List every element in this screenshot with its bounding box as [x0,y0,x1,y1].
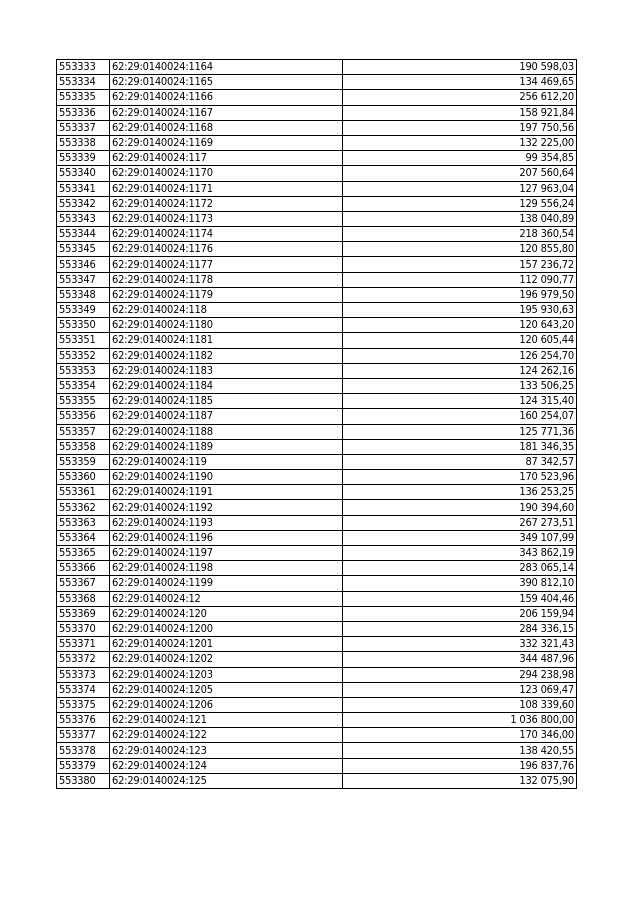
value-cell: 349 107,99 [343,530,577,545]
cadastral-number-cell: 62:29:0140024:1171 [110,181,343,196]
table-row [57,743,577,758]
value-cell: 132 075,90 [343,773,577,788]
row-id-cell: 553346 [57,257,110,272]
row-id-cell: 553360 [57,470,110,485]
cadastral-number-cell: 62:29:0140024:124 [110,758,343,773]
value-cell: 120 855,80 [343,242,577,257]
cadastral-number-cell: 62:29:0140024:1192 [110,500,343,515]
cadastral-number-cell: 62:29:0140024:1185 [110,394,343,409]
table-row [57,697,577,712]
cadastral-number-cell: 62:29:0140024:1174 [110,227,343,242]
value-cell: 124 262,16 [343,363,577,378]
value-cell: 294 238,98 [343,667,577,682]
row-id-cell: 553363 [57,515,110,530]
value-cell: 160 254,07 [343,409,577,424]
cadastral-number-cell: 62:29:0140024:1203 [110,667,343,682]
cadastral-number-cell: 62:29:0140024:1201 [110,637,343,652]
table-row [57,773,577,788]
row-id-cell: 553341 [57,181,110,196]
value-cell: 138 040,89 [343,211,577,226]
row-id-cell: 553347 [57,272,110,287]
value-cell: 132 225,00 [343,135,577,150]
cadastral-number-cell: 62:29:0140024:1166 [110,90,343,105]
cadastral-number-cell: 62:29:0140024:1181 [110,333,343,348]
value-cell: 195 930,63 [343,303,577,318]
table-row [57,591,577,606]
table-row [57,272,577,287]
cadastral-number-cell: 62:29:0140024:1170 [110,166,343,181]
value-cell: 108 339,60 [343,697,577,712]
row-id-cell: 553344 [57,227,110,242]
row-id-cell: 553370 [57,621,110,636]
cadastral-number-cell: 62:29:0140024:1176 [110,242,343,257]
row-id-cell: 553352 [57,348,110,363]
table-row [57,75,577,90]
cadastral-number-cell: 62:29:0140024:1172 [110,196,343,211]
table-row [57,181,577,196]
cadastral-number-cell: 62:29:0140024:1168 [110,120,343,135]
value-cell: 390 812,10 [343,576,577,591]
value-cell: 124 315,40 [343,394,577,409]
value-cell: 87 342,57 [343,454,577,469]
cadastral-number-cell: 62:29:0140024:1177 [110,257,343,272]
cadastral-number-cell: 62:29:0140024:121 [110,713,343,728]
cadastral-number-cell: 62:29:0140024:1200 [110,621,343,636]
row-id-cell: 553339 [57,151,110,166]
cadastral-number-cell: 62:29:0140024:122 [110,728,343,743]
row-id-cell: 553372 [57,652,110,667]
value-cell: 157 236,72 [343,257,577,272]
value-cell: 126 254,70 [343,348,577,363]
cadastral-number-cell: 62:29:0140024:1191 [110,485,343,500]
row-id-cell: 553348 [57,287,110,302]
table-row [57,576,577,591]
table-row [57,424,577,439]
cadastral-number-cell: 62:29:0140024:12 [110,591,343,606]
cadastral-number-cell: 62:29:0140024:1205 [110,682,343,697]
row-id-cell: 553368 [57,591,110,606]
table-row [57,211,577,226]
cadastral-number-cell: 62:29:0140024:123 [110,743,343,758]
row-id-cell: 553345 [57,242,110,257]
table-row [57,485,577,500]
cadastral-number-cell: 62:29:0140024:1178 [110,272,343,287]
cadastral-number-cell: 62:29:0140024:125 [110,773,343,788]
row-id-cell: 553371 [57,637,110,652]
table-body [57,60,577,789]
row-id-cell: 553333 [57,60,110,75]
value-cell: 123 069,47 [343,682,577,697]
table-row [57,303,577,318]
row-id-cell: 553378 [57,743,110,758]
row-id-cell: 553361 [57,485,110,500]
value-cell: 120 643,20 [343,318,577,333]
row-id-cell: 553365 [57,546,110,561]
table-row [57,637,577,652]
value-cell: 125 771,36 [343,424,577,439]
value-cell: 112 090,77 [343,272,577,287]
value-cell: 283 065,14 [343,561,577,576]
row-id-cell: 553354 [57,378,110,393]
table-row [57,454,577,469]
row-id-cell: 553373 [57,667,110,682]
row-id-cell: 553343 [57,211,110,226]
row-id-cell: 553334 [57,75,110,90]
cadastral-number-cell: 62:29:0140024:1206 [110,697,343,712]
row-id-cell: 553377 [57,728,110,743]
value-cell: 127 963,04 [343,181,577,196]
row-id-cell: 553376 [57,713,110,728]
value-cell: 181 346,35 [343,439,577,454]
cadastral-number-cell: 62:29:0140024:1183 [110,363,343,378]
cadastral-number-cell: 62:29:0140024:1188 [110,424,343,439]
table-row [57,758,577,773]
table-row [57,515,577,530]
value-cell: 159 404,46 [343,591,577,606]
table-row [57,196,577,211]
value-cell: 129 556,24 [343,196,577,211]
table-row [57,470,577,485]
row-id-cell: 553353 [57,363,110,378]
row-id-cell: 553359 [57,454,110,469]
cadastral-number-cell: 62:29:0140024:1182 [110,348,343,363]
row-id-cell: 553335 [57,90,110,105]
cadastral-number-cell: 62:29:0140024:1165 [110,75,343,90]
table-row [57,242,577,257]
table-row [57,227,577,242]
row-id-cell: 553357 [57,424,110,439]
row-id-cell: 553364 [57,530,110,545]
table-row [57,333,577,348]
row-id-cell: 553356 [57,409,110,424]
value-cell: 1 036 800,00 [343,713,577,728]
row-id-cell: 553350 [57,318,110,333]
cadastral-number-cell: 62:29:0140024:118 [110,303,343,318]
cadastral-number-cell: 62:29:0140024:1202 [110,652,343,667]
row-id-cell: 553336 [57,105,110,120]
table-row [57,135,577,150]
table-row [57,60,577,75]
value-cell: 332 321,43 [343,637,577,652]
value-cell: 284 336,15 [343,621,577,636]
cadastral-number-cell: 62:29:0140024:1187 [110,409,343,424]
table-row [57,667,577,682]
value-cell: 256 612,20 [343,90,577,105]
table-row [57,713,577,728]
cadastral-number-cell: 62:29:0140024:1198 [110,561,343,576]
row-id-cell: 553349 [57,303,110,318]
row-id-cell: 553375 [57,697,110,712]
table-row [57,546,577,561]
table-row [57,90,577,105]
value-cell: 120 605,44 [343,333,577,348]
cadastral-value-table [56,59,577,789]
row-id-cell: 553380 [57,773,110,788]
table-row [57,561,577,576]
table-row [57,728,577,743]
cadastral-number-cell: 62:29:0140024:1180 [110,318,343,333]
table-row [57,394,577,409]
value-cell: 170 523,96 [343,470,577,485]
table-row [57,257,577,272]
cadastral-number-cell: 62:29:0140024:1189 [110,439,343,454]
cadastral-number-cell: 62:29:0140024:1179 [110,287,343,302]
value-cell: 267 273,51 [343,515,577,530]
table-row [57,409,577,424]
row-id-cell: 553340 [57,166,110,181]
cadastral-number-cell: 62:29:0140024:1193 [110,515,343,530]
cadastral-number-cell: 62:29:0140024:1184 [110,378,343,393]
table-row [57,500,577,515]
value-cell: 207 560,64 [343,166,577,181]
cadastral-number-cell: 62:29:0140024:1169 [110,135,343,150]
value-cell: 170 346,00 [343,728,577,743]
value-cell: 206 159,94 [343,606,577,621]
value-cell: 134 469,65 [343,75,577,90]
value-cell: 99 354,85 [343,151,577,166]
table-row [57,105,577,120]
value-cell: 218 360,54 [343,227,577,242]
row-id-cell: 553338 [57,135,110,150]
cadastral-number-cell: 62:29:0140024:119 [110,454,343,469]
table-row [57,530,577,545]
cadastral-number-cell: 62:29:0140024:1167 [110,105,343,120]
table-row [57,166,577,181]
value-cell: 133 506,25 [343,378,577,393]
value-cell: 343 862,19 [343,546,577,561]
table-row [57,621,577,636]
table-row [57,318,577,333]
value-cell: 196 979,50 [343,287,577,302]
value-cell: 190 394,60 [343,500,577,515]
row-id-cell: 553362 [57,500,110,515]
cadastral-number-cell: 62:29:0140024:1190 [110,470,343,485]
row-id-cell: 553366 [57,561,110,576]
table-row [57,606,577,621]
row-id-cell: 553337 [57,120,110,135]
row-id-cell: 553379 [57,758,110,773]
table-row [57,652,577,667]
value-cell: 190 598,03 [343,60,577,75]
row-id-cell: 553355 [57,394,110,409]
table-row [57,363,577,378]
row-id-cell: 553358 [57,439,110,454]
value-cell: 158 921,84 [343,105,577,120]
cadastral-number-cell: 62:29:0140024:1197 [110,546,343,561]
cadastral-number-cell: 62:29:0140024:120 [110,606,343,621]
table-row [57,682,577,697]
cadastral-number-cell: 62:29:0140024:1199 [110,576,343,591]
row-id-cell: 553369 [57,606,110,621]
cadastral-number-cell: 62:29:0140024:1164 [110,60,343,75]
value-cell: 138 420,55 [343,743,577,758]
value-cell: 136 253,25 [343,485,577,500]
value-cell: 196 837,76 [343,758,577,773]
table-row [57,378,577,393]
table-row [57,348,577,363]
table-row [57,120,577,135]
table-row [57,439,577,454]
table-row [57,287,577,302]
table-row [57,151,577,166]
row-id-cell: 553342 [57,196,110,211]
value-cell: 197 750,56 [343,120,577,135]
row-id-cell: 553367 [57,576,110,591]
cadastral-number-cell: 62:29:0140024:1196 [110,530,343,545]
value-cell: 344 487,96 [343,652,577,667]
cadastral-number-cell: 62:29:0140024:1173 [110,211,343,226]
row-id-cell: 553351 [57,333,110,348]
row-id-cell: 553374 [57,682,110,697]
cadastral-number-cell: 62:29:0140024:117 [110,151,343,166]
